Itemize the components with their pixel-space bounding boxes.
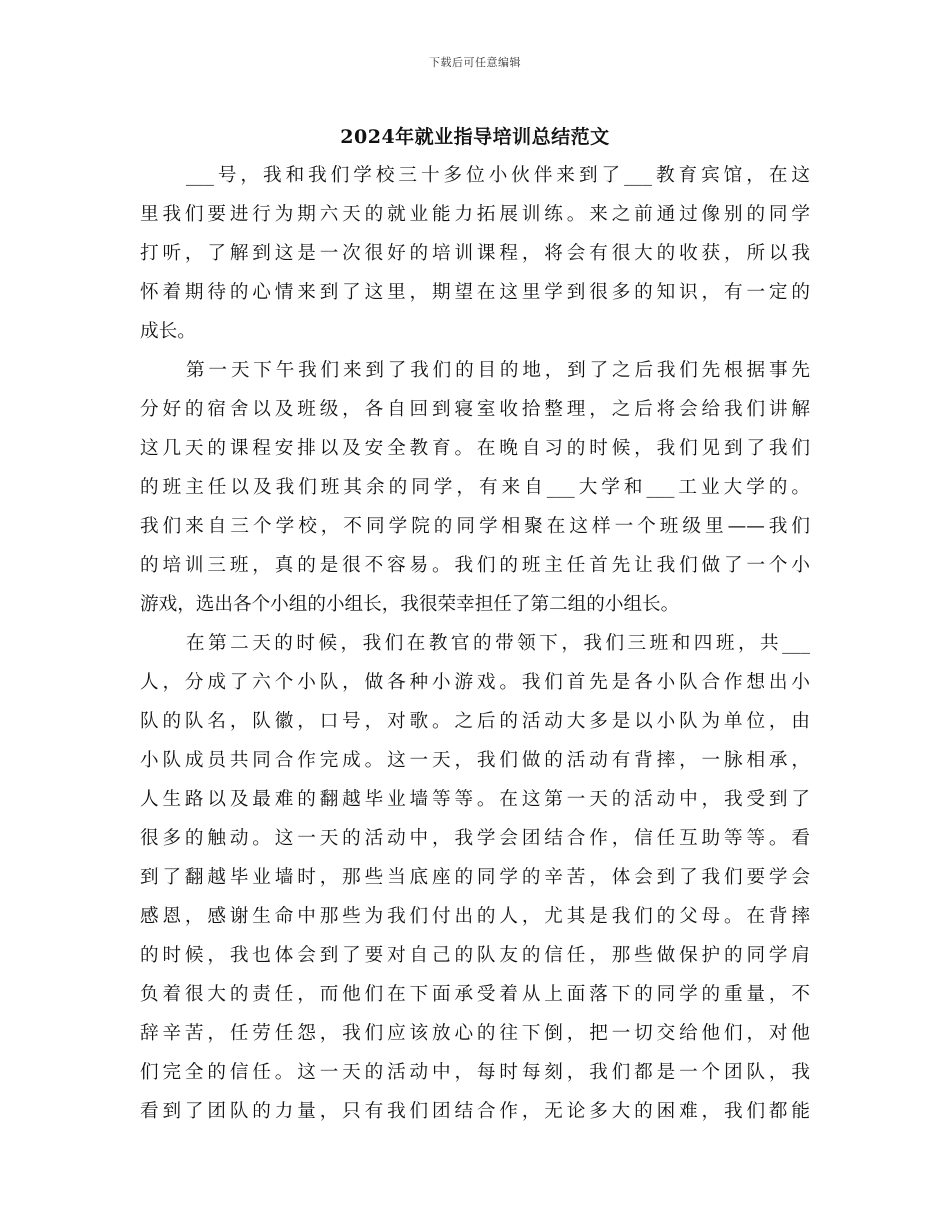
text-line: 第一天下午我们来到了我们的目的地，到了之后我们先根据事先	[186, 360, 810, 381]
text-line: 怀着期待的心情来到了这里，期望在这里学到很多的知识，有一定的	[140, 282, 810, 303]
text-line: 分好的宿舍以及班级，各自回到寝室收拾整理，之后将会给我们讲解	[140, 399, 810, 420]
document-body	[140, 156, 810, 1131]
text-line: 里我们要进行为期六天的就业能力拓展训练。来之前通过像别的同学	[140, 204, 810, 225]
text-line: 看到了团队的力量，只有我们团结合作，无论多大的困难，我们都能	[140, 1101, 810, 1122]
text-line: 的培训三班，真的是很不容易。我们的班主任首先让我们做了一个小	[140, 555, 810, 576]
text-line: 游戏，选出各个小组的小组长，我很荣幸担任了第二组的小组长。	[140, 594, 680, 615]
text-line: 们完全的信任。这一天的活动中，每时每刻，我们都是一个团队，我	[140, 1062, 810, 1083]
text-line: 人，分成了六个小队，做各种小游戏。我们首先是各小队合作想出小	[140, 672, 810, 693]
text-line: 这几天的课程安排以及安全教育。在晚自习的时候，我们见到了我们	[140, 438, 810, 459]
text-line: 小队成员共同合作完成。这一天，我们做的活动有背摔，一脉相承，	[140, 750, 810, 771]
text-line: 队的队名，队徽，口号，对歌。之后的活动大多是以小队为单位，由	[140, 711, 810, 732]
document-title: 2024年就业指导培训总结范文	[340, 126, 610, 148]
text-line: 成长。	[140, 321, 196, 342]
text-line: 感恩，感谢生命中那些为我们付出的人，尤其是我们的父母。在背摔	[140, 906, 810, 927]
page-header-note: 下载后可任意编辑	[429, 56, 521, 69]
paragraph-3	[140, 624, 810, 1131]
text-line: 在第二天的时候，我们在教官的带领下，我们三班和四班，共___	[186, 633, 810, 654]
paragraph-2	[140, 351, 810, 624]
text-line: 辞辛苦，任劳任怨，我们应该放心的往下倒，把一切交给他们，对他	[140, 1023, 810, 1044]
text-line: ___号，我和我们学校三十多位小伙伴来到了___教育宾馆，在这	[186, 165, 810, 186]
text-line: 打听，了解到这是一次很好的培训课程，将会有很大的收获，所以我	[140, 243, 810, 264]
text-line: 我们来自三个学校，不同学院的同学相聚在这样一个班级里——我们	[140, 516, 810, 537]
paragraph-1	[140, 156, 810, 351]
text-line: 很多的触动。这一天的活动中，我学会团结合作，信任互助等等。看	[140, 828, 810, 849]
text-line: 人生路以及最难的翻越毕业墙等等。在这第一天的活动中，我受到了	[140, 789, 810, 810]
text-line: 到了翻越毕业墙时，那些当底座的同学的辛苦，体会到了我们要学会	[140, 867, 810, 888]
text-line: 的时候，我也体会到了要对自己的队友的信任，那些做保护的同学肩	[140, 945, 810, 966]
text-line: 的班主任以及我们班其余的同学，有来自___大学和___工业大学的。	[140, 477, 810, 498]
text-line: 负着很大的责任，而他们在下面承受着从上面落下的同学的重量，不	[140, 984, 810, 1005]
